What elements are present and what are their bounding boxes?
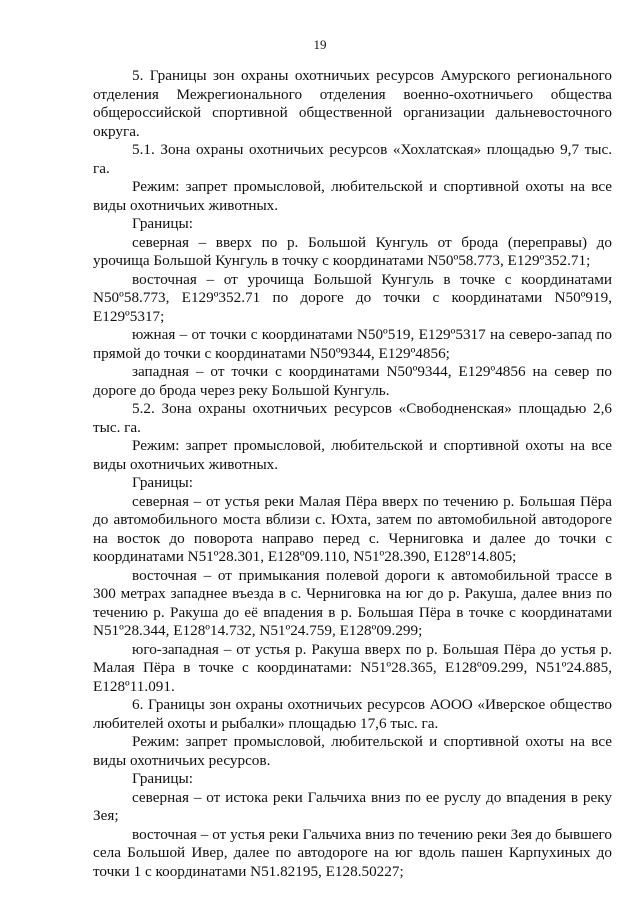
paragraph-zone-5-2-title: 5.2. Зона охраны охотничьих ресурсов «Свободненская» площадью 2,6 тыс. га. [93, 400, 612, 436]
paragraph-boundary-east: восточная – от примыкания полевой дороги к автомобильной трассе в 300 метрах западнее въезда в с. Черниговка на юг до р. Ракуша, далее вниз по течению р. Ракуша до её впадения в р. Большая Пёра в точке с координатами N51º28.344, E128º14.732, N51º24.759, E128º09.299; [93, 566, 612, 639]
paragraph-section-6-heading: 6. Границы зон охраны охотничьих ресурсов АООО «Иверское общество любителей охоты и рыбалки» площадью 17,6 тыс. га. [93, 696, 612, 732]
paragraph-boundary-southwest: юго-западная – от устья р. Ракуша вверх по р. Большая Пёра до устья р. Малая Пёра в точке с координатами: N51º28.365, E128º09.299, N51º24.885, E128º11.091. [93, 640, 612, 695]
paragraph-zone-5-1-title: 5.1. Зона охраны охотничьих ресурсов «Хохлатская» площадью 9,7 тыс. га. [93, 141, 612, 177]
paragraph-section-5-heading: 5. Границы зон охраны охотничьих ресурсов Амурского регионального отделения Межрегионального отделения военно-охотничьего общества общероссийской спортивной общественной организации дальневосточного округа. [93, 67, 612, 140]
paragraph-boundary-east: восточная – от устья реки Гальчиха вниз по течению реки Зея до бывшего села Большой Ивер, далее по автодороге на юг вдоль пашен Карпухиных до точки 1 с координатами N51.82195, E128.50227; [93, 825, 612, 880]
paragraph-boundaries-label: Границы: [132, 474, 193, 491]
paragraph-boundary-east: восточная – от урочища Большой Кунгуль в точке с координатами N50º58.773, E129º352.71 по дороге до точки с координатами N50º919, E129º5317; [93, 270, 612, 325]
paragraph-boundary-north: северная – от истока реки Гальчиха вниз по ее руслу до впадения в реку Зея; [93, 788, 612, 824]
paragraph-boundary-north: северная – вверх по р. Большой Кунгуль от брода (переправы) до урочища Большой Кунгуль в точку с координатами N50º58.773, E129º352.71; [93, 233, 612, 269]
document-body [93, 67, 612, 881]
paragraph-boundaries-label: Границы: [132, 215, 193, 232]
paragraph-regime: Режим: запрет промысловой, любительской и спортивной охоты на все виды охотничьих животных. [93, 437, 612, 473]
paragraph-regime: Режим: запрет промысловой, любительской и спортивной охоты на все виды охотничьих ресурсов. [93, 733, 612, 769]
paragraph-boundary-west: западная – от точки с координатами N50º9344, E129º4856 на север по дороге до брода через реку Большой Кунгуль. [93, 363, 612, 399]
paragraph-boundary-north: северная – от устья реки Малая Пёра вверх по течению р. Большая Пёра до автомобильного моста вблизи с. Юхта, затем по автомобильной автодороге на восток до поворота направо перед с. Черниговка и далее до точки с координатами N51º28.301, E128º09.110, N51º28.390, E128º14.805; [93, 492, 612, 565]
paragraph-boundaries-label: Границы: [132, 770, 193, 787]
paragraph-boundary-south: южная – от точки с координатами N50º519, E129º5317 на северо-запад по прямой до точки с координатами N50º9344, E129º4856; [93, 326, 612, 362]
paragraph-regime: Режим: запрет промысловой, любительской и спортивной охоты на все виды охотничьих животных. [93, 178, 612, 214]
page-number: 19 [313, 37, 327, 52]
